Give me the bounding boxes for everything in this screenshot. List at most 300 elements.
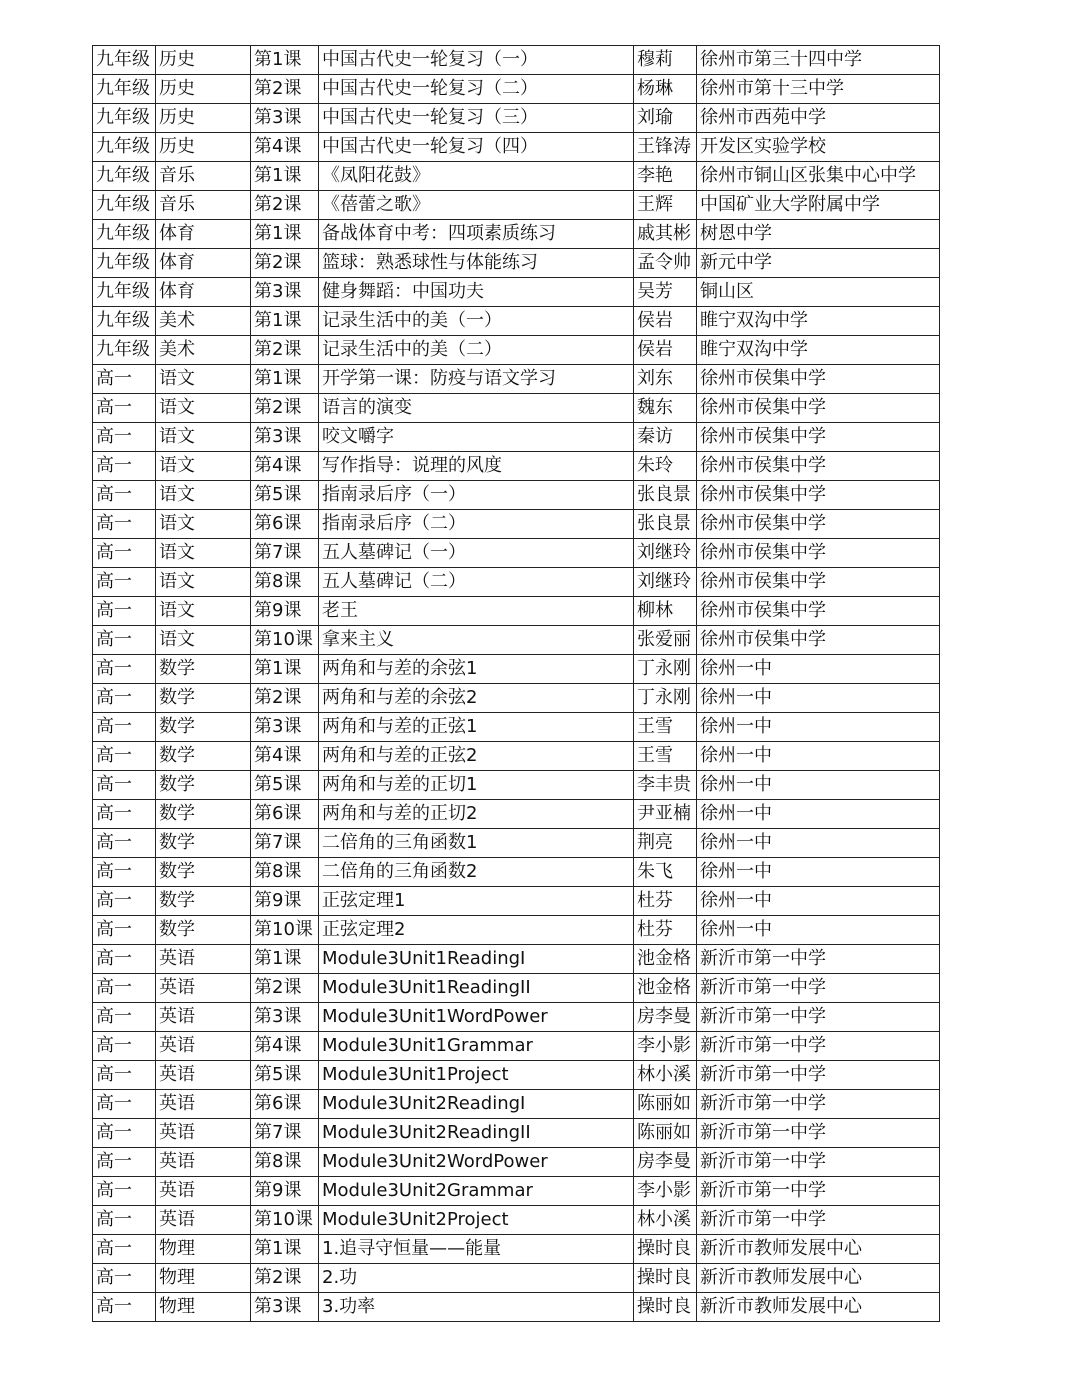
- subject-cell: 英语: [156, 1177, 251, 1206]
- school-cell: 新沂市第一中学: [697, 1148, 940, 1177]
- table-row: [93, 829, 940, 858]
- subject-cell: 英语: [156, 1148, 251, 1177]
- lesson-cell: 第2课: [251, 191, 319, 220]
- title-cell: 拿来主义: [319, 626, 634, 655]
- lesson-cell: 第5课: [251, 481, 319, 510]
- subject-cell: 数学: [156, 713, 251, 742]
- teacher-cell: 操时良: [634, 1264, 697, 1293]
- subject-cell: 数学: [156, 829, 251, 858]
- teacher-cell: 刘继玲: [634, 539, 697, 568]
- lesson-cell: 第1课: [251, 46, 319, 75]
- teacher-cell: 刘继玲: [634, 568, 697, 597]
- teacher-cell: 秦访: [634, 423, 697, 452]
- subject-cell: 英语: [156, 1032, 251, 1061]
- table-row: [93, 75, 940, 104]
- school-cell: 徐州市铜山区张集中心中学: [697, 162, 940, 191]
- teacher-cell: 丁永刚: [634, 655, 697, 684]
- subject-cell: 体育: [156, 278, 251, 307]
- teacher-cell: 荆亮: [634, 829, 697, 858]
- grade-cell: 高一: [93, 1090, 156, 1119]
- title-cell: 《凤阳花鼓》: [319, 162, 634, 191]
- lesson-cell: 第10课: [251, 626, 319, 655]
- school-cell: 徐州市侯集中学: [697, 365, 940, 394]
- table-row: [93, 1177, 940, 1206]
- subject-cell: 历史: [156, 133, 251, 162]
- school-cell: 徐州一中: [697, 858, 940, 887]
- school-cell: 徐州市侯集中学: [697, 568, 940, 597]
- teacher-cell: 孟令帅: [634, 249, 697, 278]
- school-cell: 新沂市第一中学: [697, 1177, 940, 1206]
- subject-cell: 语文: [156, 394, 251, 423]
- lesson-cell: 第2课: [251, 684, 319, 713]
- school-cell: 徐州市侯集中学: [697, 539, 940, 568]
- subject-cell: 体育: [156, 220, 251, 249]
- lesson-cell: 第1课: [251, 655, 319, 684]
- school-cell: 新沂市第一中学: [697, 1119, 940, 1148]
- school-cell: 新沂市教师发展中心: [697, 1293, 940, 1322]
- lesson-cell: 第3课: [251, 104, 319, 133]
- subject-cell: 英语: [156, 945, 251, 974]
- lesson-cell: 第1课: [251, 162, 319, 191]
- lesson-cell: 第6课: [251, 1090, 319, 1119]
- teacher-cell: 王辉: [634, 191, 697, 220]
- teacher-cell: 王锋涛: [634, 133, 697, 162]
- subject-cell: 英语: [156, 1206, 251, 1235]
- school-cell: 睢宁双沟中学: [697, 307, 940, 336]
- title-cell: 指南录后序（一）: [319, 481, 634, 510]
- subject-cell: 英语: [156, 1061, 251, 1090]
- lesson-cell: 第1课: [251, 1235, 319, 1264]
- school-cell: 开发区实验学校: [697, 133, 940, 162]
- school-cell: 新沂市第一中学: [697, 1032, 940, 1061]
- grade-cell: 高一: [93, 452, 156, 481]
- lesson-cell: 第3课: [251, 278, 319, 307]
- grade-cell: 高一: [93, 800, 156, 829]
- subject-cell: 音乐: [156, 162, 251, 191]
- title-cell: 语言的演变: [319, 394, 634, 423]
- lesson-cell: 第7课: [251, 1119, 319, 1148]
- grade-cell: 高一: [93, 597, 156, 626]
- table-row: [93, 597, 940, 626]
- grade-cell: 高一: [93, 887, 156, 916]
- school-cell: 徐州市侯集中学: [697, 510, 940, 539]
- table-row: [93, 46, 940, 75]
- table-row: [93, 742, 940, 771]
- table-row: [93, 974, 940, 1003]
- table-row: [93, 684, 940, 713]
- table-row: [93, 220, 940, 249]
- table-row: [93, 162, 940, 191]
- teacher-cell: 尹亚楠: [634, 800, 697, 829]
- grade-cell: 高一: [93, 365, 156, 394]
- teacher-cell: 张良景: [634, 510, 697, 539]
- teacher-cell: 操时良: [634, 1293, 697, 1322]
- lesson-cell: 第1课: [251, 307, 319, 336]
- title-cell: Module3Unit2WordPower: [319, 1148, 634, 1177]
- lesson-cell: 第3课: [251, 713, 319, 742]
- teacher-cell: 吴芳: [634, 278, 697, 307]
- table-row: [93, 1235, 940, 1264]
- title-cell: 记录生活中的美（一）: [319, 307, 634, 336]
- grade-cell: 高一: [93, 394, 156, 423]
- grade-cell: 九年级: [93, 278, 156, 307]
- table-row: [93, 423, 940, 452]
- subject-cell: 语文: [156, 423, 251, 452]
- title-cell: 中国古代史一轮复习（四）: [319, 133, 634, 162]
- subject-cell: 数学: [156, 916, 251, 945]
- subject-cell: 英语: [156, 1119, 251, 1148]
- table-row: [93, 278, 940, 307]
- teacher-cell: 丁永刚: [634, 684, 697, 713]
- school-cell: 徐州市第三十四中学: [697, 46, 940, 75]
- title-cell: Module3Unit2Project: [319, 1206, 634, 1235]
- school-cell: 新沂市教师发展中心: [697, 1235, 940, 1264]
- table-row: [93, 568, 940, 597]
- grade-cell: 九年级: [93, 104, 156, 133]
- lesson-cell: 第3课: [251, 423, 319, 452]
- lesson-cell: 第2课: [251, 1264, 319, 1293]
- lesson-cell: 第4课: [251, 742, 319, 771]
- table-row: [93, 626, 940, 655]
- school-cell: 新沂市第一中学: [697, 1206, 940, 1235]
- teacher-cell: 杜芬: [634, 887, 697, 916]
- table-row: [93, 191, 940, 220]
- teacher-cell: 柳林: [634, 597, 697, 626]
- title-cell: 正弦定理1: [319, 887, 634, 916]
- teacher-cell: 刘瑜: [634, 104, 697, 133]
- lesson-cell: 第8课: [251, 1148, 319, 1177]
- lesson-cell: 第10课: [251, 1206, 319, 1235]
- school-cell: 徐州市侯集中学: [697, 394, 940, 423]
- title-cell: 两角和与差的余弦2: [319, 684, 634, 713]
- lesson-cell: 第1课: [251, 365, 319, 394]
- lesson-cell: 第2课: [251, 249, 319, 278]
- subject-cell: 语文: [156, 539, 251, 568]
- title-cell: 中国古代史一轮复习（二）: [319, 75, 634, 104]
- table-row: [93, 336, 940, 365]
- school-cell: 新沂市教师发展中心: [697, 1264, 940, 1293]
- title-cell: Module3Unit1Grammar: [319, 1032, 634, 1061]
- grade-cell: 高一: [93, 829, 156, 858]
- lesson-cell: 第4课: [251, 452, 319, 481]
- grade-cell: 高一: [93, 742, 156, 771]
- title-cell: 写作指导：说理的风度: [319, 452, 634, 481]
- subject-cell: 体育: [156, 249, 251, 278]
- grade-cell: 高一: [93, 1061, 156, 1090]
- table-row: [93, 800, 940, 829]
- title-cell: 正弦定理2: [319, 916, 634, 945]
- grade-cell: 高一: [93, 481, 156, 510]
- teacher-cell: 朱飞: [634, 858, 697, 887]
- grade-cell: 高一: [93, 1119, 156, 1148]
- teacher-cell: 侯岩: [634, 336, 697, 365]
- lesson-cell: 第7课: [251, 829, 319, 858]
- teacher-cell: 朱玲: [634, 452, 697, 481]
- grade-cell: 九年级: [93, 133, 156, 162]
- table-row: [93, 916, 940, 945]
- lesson-cell: 第10课: [251, 916, 319, 945]
- lesson-cell: 第1课: [251, 945, 319, 974]
- teacher-cell: 池金格: [634, 974, 697, 1003]
- subject-cell: 英语: [156, 974, 251, 1003]
- grade-cell: 高一: [93, 858, 156, 887]
- subject-cell: 历史: [156, 104, 251, 133]
- grade-cell: 九年级: [93, 191, 156, 220]
- title-cell: 两角和与差的正切1: [319, 771, 634, 800]
- school-cell: 新元中学: [697, 249, 940, 278]
- schedule-table: [92, 45, 940, 1322]
- title-cell: Module3Unit2ReadingI: [319, 1090, 634, 1119]
- table-row: [93, 945, 940, 974]
- teacher-cell: 房李曼: [634, 1003, 697, 1032]
- school-cell: 徐州一中: [697, 655, 940, 684]
- subject-cell: 历史: [156, 75, 251, 104]
- grade-cell: 高一: [93, 684, 156, 713]
- teacher-cell: 林小溪: [634, 1206, 697, 1235]
- school-cell: 徐州一中: [697, 916, 940, 945]
- title-cell: 记录生活中的美（二）: [319, 336, 634, 365]
- school-cell: 徐州市西苑中学: [697, 104, 940, 133]
- title-cell: Module3Unit1Project: [319, 1061, 634, 1090]
- subject-cell: 数学: [156, 771, 251, 800]
- teacher-cell: 林小溪: [634, 1061, 697, 1090]
- table-row: [93, 887, 940, 916]
- title-cell: 2.功: [319, 1264, 634, 1293]
- title-cell: 中国古代史一轮复习（一）: [319, 46, 634, 75]
- school-cell: 睢宁双沟中学: [697, 336, 940, 365]
- lesson-cell: 第6课: [251, 510, 319, 539]
- grade-cell: 高一: [93, 539, 156, 568]
- grade-cell: 高一: [93, 1148, 156, 1177]
- grade-cell: 高一: [93, 423, 156, 452]
- subject-cell: 数学: [156, 742, 251, 771]
- subject-cell: 数学: [156, 684, 251, 713]
- teacher-cell: 王雪: [634, 742, 697, 771]
- school-cell: 新沂市第一中学: [697, 1090, 940, 1119]
- school-cell: 徐州一中: [697, 887, 940, 916]
- title-cell: 3.功率: [319, 1293, 634, 1322]
- teacher-cell: 李丰贵: [634, 771, 697, 800]
- school-cell: 新沂市第一中学: [697, 1003, 940, 1032]
- table-row: [93, 1293, 940, 1322]
- title-cell: 两角和与差的正切2: [319, 800, 634, 829]
- school-cell: 徐州市侯集中学: [697, 452, 940, 481]
- grade-cell: 高一: [93, 626, 156, 655]
- title-cell: 指南录后序（二）: [319, 510, 634, 539]
- subject-cell: 英语: [156, 1003, 251, 1032]
- teacher-cell: 刘东: [634, 365, 697, 394]
- teacher-cell: 杜芬: [634, 916, 697, 945]
- school-cell: 新沂市第一中学: [697, 974, 940, 1003]
- title-cell: 咬文嚼字: [319, 423, 634, 452]
- grade-cell: 高一: [93, 1264, 156, 1293]
- table-row: [93, 394, 940, 423]
- subject-cell: 数学: [156, 887, 251, 916]
- grade-cell: 高一: [93, 655, 156, 684]
- school-cell: 铜山区: [697, 278, 940, 307]
- teacher-cell: 王雪: [634, 713, 697, 742]
- table-row: [93, 1119, 940, 1148]
- teacher-cell: 戚其彬: [634, 220, 697, 249]
- subject-cell: 物理: [156, 1293, 251, 1322]
- grade-cell: 高一: [93, 510, 156, 539]
- table-row: [93, 1206, 940, 1235]
- grade-cell: 九年级: [93, 307, 156, 336]
- table-row: [93, 1090, 940, 1119]
- subject-cell: 语文: [156, 452, 251, 481]
- grade-cell: 高一: [93, 974, 156, 1003]
- school-cell: 徐州市侯集中学: [697, 597, 940, 626]
- lesson-cell: 第5课: [251, 1061, 319, 1090]
- table-row: [93, 133, 940, 162]
- table-row: [93, 510, 940, 539]
- title-cell: Module3Unit1ReadingII: [319, 974, 634, 1003]
- school-cell: 徐州一中: [697, 829, 940, 858]
- table-row: [93, 249, 940, 278]
- title-cell: 二倍角的三角函数2: [319, 858, 634, 887]
- table-row: [93, 1032, 940, 1061]
- title-cell: Module3Unit2ReadingII: [319, 1119, 634, 1148]
- grade-cell: 九年级: [93, 75, 156, 104]
- table-row: [93, 771, 940, 800]
- teacher-cell: 陈丽如: [634, 1119, 697, 1148]
- school-cell: 徐州市侯集中学: [697, 423, 940, 452]
- teacher-cell: 李小影: [634, 1032, 697, 1061]
- teacher-cell: 李小影: [634, 1177, 697, 1206]
- title-cell: 两角和与差的余弦1: [319, 655, 634, 684]
- grade-cell: 九年级: [93, 46, 156, 75]
- table-row: [93, 452, 940, 481]
- grade-cell: 高一: [93, 568, 156, 597]
- lesson-cell: 第3课: [251, 1293, 319, 1322]
- table-row: [93, 365, 940, 394]
- subject-cell: 数学: [156, 858, 251, 887]
- title-cell: 五人墓碑记（二）: [319, 568, 634, 597]
- teacher-cell: 操时良: [634, 1235, 697, 1264]
- school-cell: 徐州市侯集中学: [697, 481, 940, 510]
- subject-cell: 语文: [156, 597, 251, 626]
- teacher-cell: 李艳: [634, 162, 697, 191]
- schedule-table-body: [93, 46, 940, 1322]
- teacher-cell: 池金格: [634, 945, 697, 974]
- teacher-cell: 杨琳: [634, 75, 697, 104]
- school-cell: 徐州市侯集中学: [697, 626, 940, 655]
- table-row: [93, 481, 940, 510]
- subject-cell: 物理: [156, 1264, 251, 1293]
- school-cell: 徐州一中: [697, 684, 940, 713]
- lesson-cell: 第2课: [251, 974, 319, 1003]
- table-row: [93, 858, 940, 887]
- school-cell: 徐州一中: [697, 742, 940, 771]
- subject-cell: 语文: [156, 626, 251, 655]
- table-row: [93, 539, 940, 568]
- subject-cell: 美术: [156, 336, 251, 365]
- table-row: [93, 1061, 940, 1090]
- lesson-cell: 第8课: [251, 568, 319, 597]
- grade-cell: 高一: [93, 1003, 156, 1032]
- table-row: [93, 1264, 940, 1293]
- school-cell: 新沂市第一中学: [697, 945, 940, 974]
- school-cell: 徐州一中: [697, 771, 940, 800]
- grade-cell: 九年级: [93, 249, 156, 278]
- subject-cell: 语文: [156, 365, 251, 394]
- table-row: [93, 307, 940, 336]
- lesson-cell: 第8课: [251, 858, 319, 887]
- title-cell: 备战体育中考：四项素质练习: [319, 220, 634, 249]
- grade-cell: 高一: [93, 1032, 156, 1061]
- title-cell: 健身舞蹈：中国功夫: [319, 278, 634, 307]
- subject-cell: 英语: [156, 1090, 251, 1119]
- subject-cell: 语文: [156, 568, 251, 597]
- subject-cell: 物理: [156, 1235, 251, 1264]
- title-cell: 两角和与差的正弦2: [319, 742, 634, 771]
- lesson-cell: 第2课: [251, 75, 319, 104]
- lesson-cell: 第7课: [251, 539, 319, 568]
- lesson-cell: 第4课: [251, 133, 319, 162]
- school-cell: 徐州一中: [697, 713, 940, 742]
- lesson-cell: 第3课: [251, 1003, 319, 1032]
- grade-cell: 高一: [93, 1235, 156, 1264]
- grade-cell: 高一: [93, 713, 156, 742]
- table-row: [93, 655, 940, 684]
- lesson-cell: 第9课: [251, 1177, 319, 1206]
- lesson-cell: 第5课: [251, 771, 319, 800]
- table-row: [93, 1003, 940, 1032]
- title-cell: 两角和与差的正弦1: [319, 713, 634, 742]
- title-cell: 开学第一课：防疫与语文学习: [319, 365, 634, 394]
- title-cell: Module3Unit1WordPower: [319, 1003, 634, 1032]
- lesson-cell: 第9课: [251, 597, 319, 626]
- teacher-cell: 穆莉: [634, 46, 697, 75]
- lesson-cell: 第1课: [251, 220, 319, 249]
- school-cell: 新沂市第一中学: [697, 1061, 940, 1090]
- grade-cell: 高一: [93, 1177, 156, 1206]
- title-cell: 《蓓蕾之歌》: [319, 191, 634, 220]
- grade-cell: 高一: [93, 916, 156, 945]
- title-cell: 1.追寻守恒量——能量: [319, 1235, 634, 1264]
- lesson-cell: 第2课: [251, 336, 319, 365]
- grade-cell: 高一: [93, 1206, 156, 1235]
- title-cell: Module3Unit2Grammar: [319, 1177, 634, 1206]
- grade-cell: 高一: [93, 945, 156, 974]
- school-cell: 徐州一中: [697, 800, 940, 829]
- subject-cell: 语文: [156, 510, 251, 539]
- subject-cell: 数学: [156, 655, 251, 684]
- subject-cell: 数学: [156, 800, 251, 829]
- lesson-cell: 第4课: [251, 1032, 319, 1061]
- teacher-cell: 侯岩: [634, 307, 697, 336]
- teacher-cell: 张爱丽: [634, 626, 697, 655]
- title-cell: 篮球：熟悉球性与体能练习: [319, 249, 634, 278]
- table-row: [93, 713, 940, 742]
- lesson-cell: 第6课: [251, 800, 319, 829]
- teacher-cell: 陈丽如: [634, 1090, 697, 1119]
- subject-cell: 历史: [156, 46, 251, 75]
- lesson-cell: 第2课: [251, 394, 319, 423]
- subject-cell: 语文: [156, 481, 251, 510]
- teacher-cell: 张良景: [634, 481, 697, 510]
- school-cell: 树恩中学: [697, 220, 940, 249]
- subject-cell: 美术: [156, 307, 251, 336]
- table-row: [93, 1148, 940, 1177]
- grade-cell: 九年级: [93, 220, 156, 249]
- title-cell: 中国古代史一轮复习（三）: [319, 104, 634, 133]
- grade-cell: 九年级: [93, 336, 156, 365]
- lesson-cell: 第9课: [251, 887, 319, 916]
- teacher-cell: 房李曼: [634, 1148, 697, 1177]
- grade-cell: 高一: [93, 1293, 156, 1322]
- subject-cell: 音乐: [156, 191, 251, 220]
